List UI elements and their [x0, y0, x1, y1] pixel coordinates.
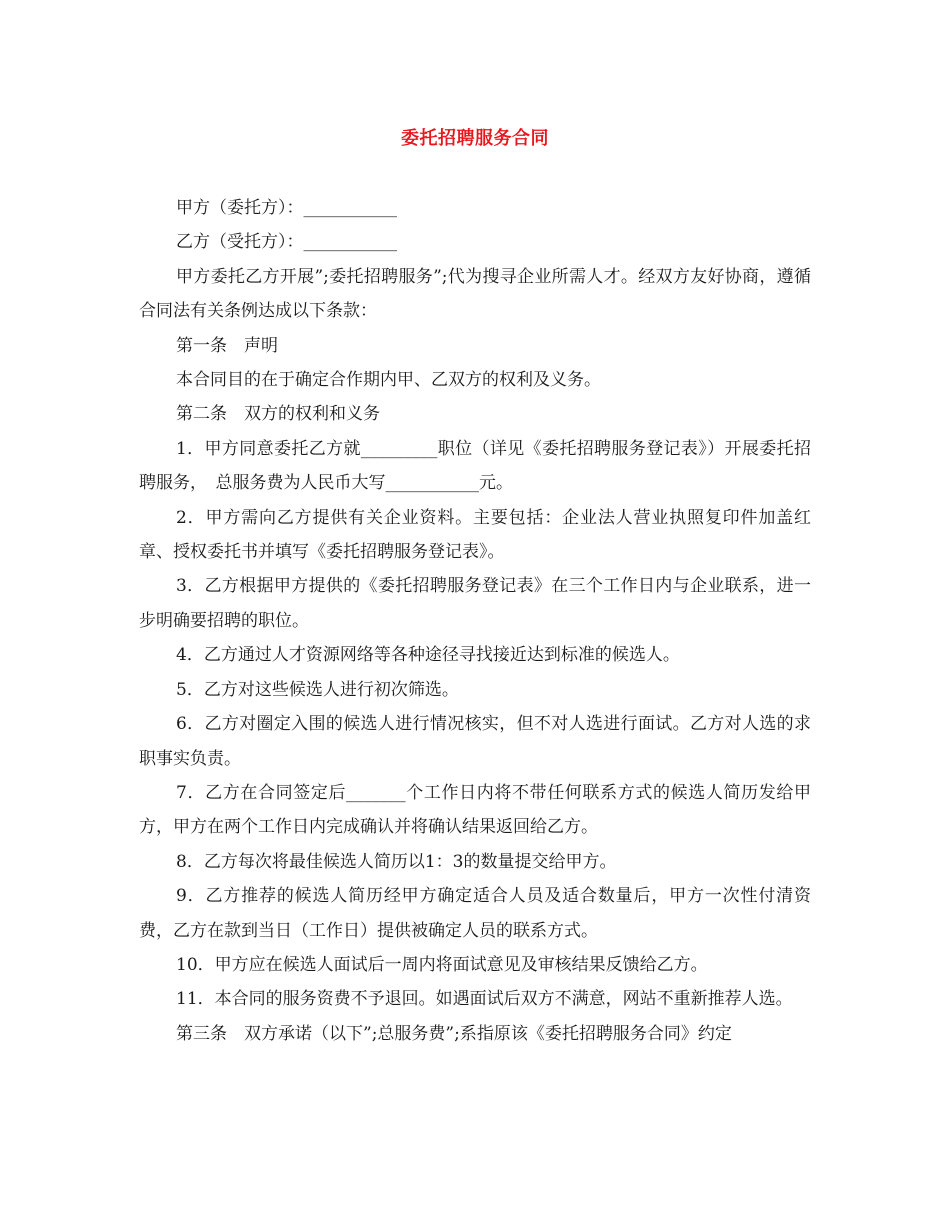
- clause-7: 7．乙方在合同签定后_______个工作日内将不带任何联系方式的候选人简历发给甲方，甲方在两个工作日内完成确认并将确认结果返回给乙方。: [139, 782, 811, 838]
- clause-4: 4．乙方通过人才资源网络等各种途径寻找接近达到标准的候选人。: [176, 645, 680, 666]
- article-2-heading: 第二条 双方的权利和义务: [176, 404, 380, 425]
- clause-3: 3．乙方根据甲方提供的《委托招聘服务登记表》在三个工作日内与企业联系，进一步明确要招聘的职位。: [139, 576, 811, 631]
- clause-10: 10．甲方应在候选人面试后一周内将面试意见及审核结果反馈给乙方。: [176, 954, 708, 975]
- clause-2: 2．甲方需向乙方提供有关企业资料。主要包括：企业法人营业执照复印件加盖红章、授权委托书并填写《委托招聘服务登记表》。: [139, 507, 811, 563]
- party-b-line: 乙方（受托方）：___________: [176, 232, 397, 253]
- article-1-text: 本合同目的在于确定合作期内甲、乙双方的权利及义务。: [176, 370, 601, 391]
- clause-6: 6．乙方对圈定入围的候选人进行情况核实，但不对人选进行面试。乙方对人选的求职事实负责。: [139, 714, 811, 769]
- party-a-line: 甲方（委托方）：___________: [176, 198, 397, 218]
- clause-8: 8．乙方每次将最佳候选人简历以1：3的数量提交给甲方。: [176, 851, 617, 872]
- clause-5: 5．乙方对这些候选人进行初次筛选。: [176, 679, 459, 700]
- document-title: 委托招聘服务合同: [401, 128, 549, 149]
- clause-1: 1．甲方同意委托乙方就_________职位（详见《委托招聘服务登记表》）开展委托招聘服务， 总服务费为人民币大写___________元。: [139, 438, 811, 494]
- preamble-paragraph: 甲方委托乙方开展”;委托招聘服务”;代为搜寻企业所需人才。经双方友好协商，遵循合同法有关条例达成以下条款：: [139, 266, 811, 322]
- clause-9: 9．乙方推荐的候选人简历经甲方确定适合人员及适合数量后，甲方一次性付清资费，乙方在款到当日（工作日）提供被确定人员的联系方式。: [139, 886, 811, 941]
- article-3-heading: 第三条 双方承诺（以下”;总服务费”;系指原该《委托招聘服务合同》约定: [176, 1023, 732, 1044]
- document-body: [139, 191, 811, 1051]
- clause-11: 11．本合同的服务资费不予退回。如遇面试后双方不满意，网站不重新推荐人选。: [176, 989, 793, 1010]
- article-1-heading: 第一条 声明: [176, 335, 278, 356]
